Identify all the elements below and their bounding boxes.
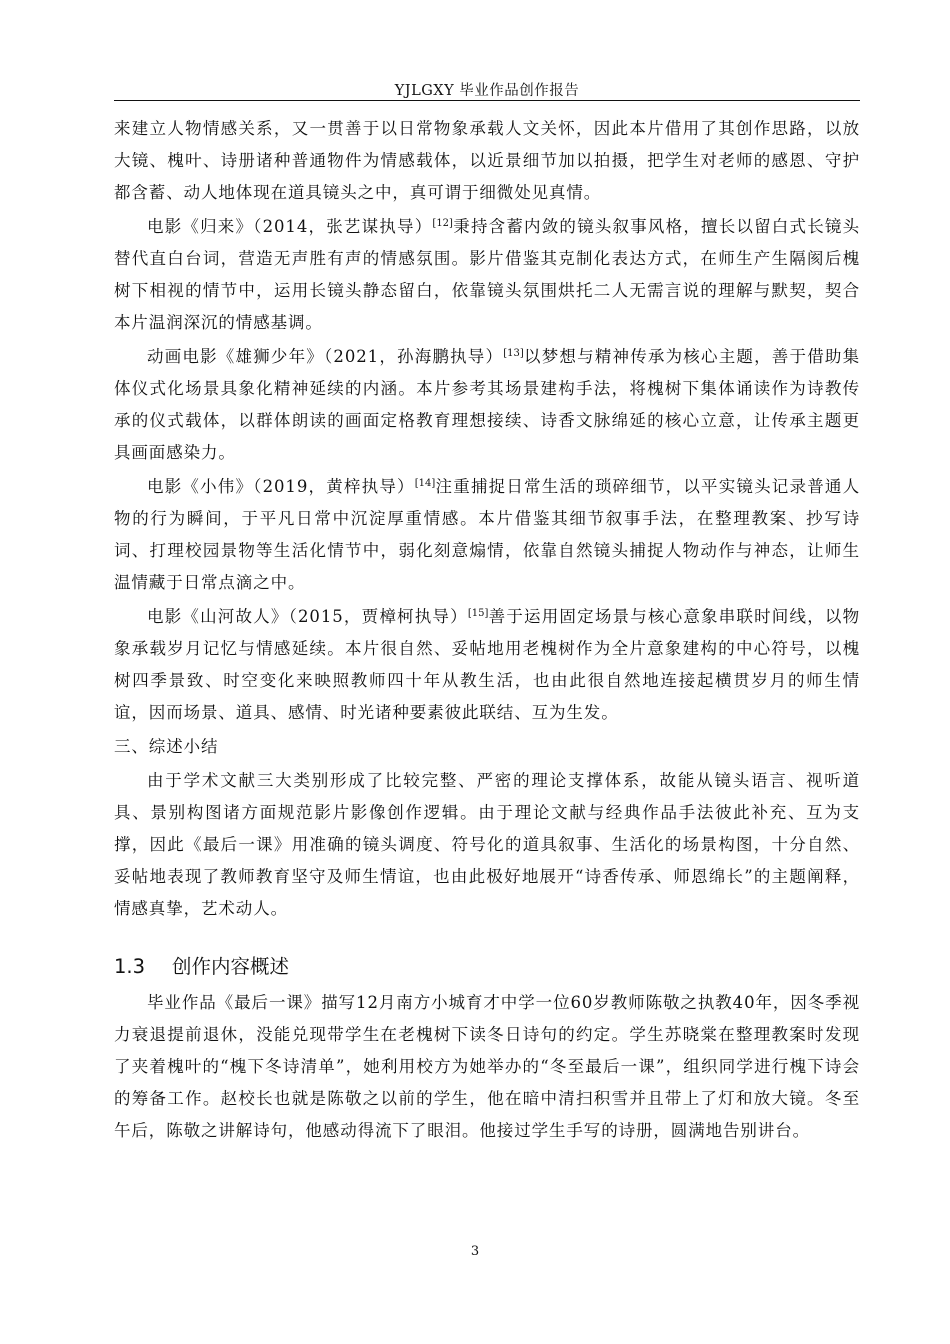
paragraph-text: 秉持含蓄内敛的镜头叙事风格，擅长以留白式长镜头替代直白台词，营造无声胜有声的情感氛围。影片借鉴其克制化表达方式，在师生产生隔阂后槐树下相视的情节中，运用长镜头静态留白，依靠镜头氛围烘托二人无需言说的理解与默契，契合本片温润深沉的情感基调。 bbox=[114, 217, 861, 332]
page-header-title: YJLGXY 毕业作品创作报告 bbox=[394, 83, 580, 99]
paragraph-film-guilai bbox=[114, 211, 860, 339]
section-body-paragraph: 毕业作品《最后一课》描写12月南方小城育才中学一位60岁教师陈敬之执教40年，因冬季视力衰退提前退休，没能兑现带学生在老槐树下读冬日诗句的约定。学生苏晓棠在整理教案时发现了夹着槐叶的“槐下冬诗清单”，她利用校方为她举办的“冬至最后一课”，组织同学进行槐下诗会的筹备工作。赵校长也就是陈敬之以前的学生，他在暗中清扫积雪并且带上了灯和放大镜。冬至午后，陈敬之讲解诗句，他感动得流下了眼泪。他接过学生手写的诗册，圆满地告别讲台。 bbox=[114, 993, 860, 1140]
section-title: 创作内容概述 bbox=[172, 955, 290, 978]
paragraph-text: 动画电影《雄狮少年》（2021，孙海鹏执导） bbox=[147, 347, 504, 366]
section-heading bbox=[114, 953, 860, 981]
paragraph-text: 电影《小伟》（2019，黄梓执导） bbox=[147, 477, 415, 496]
paragraph-film-shanhe bbox=[114, 601, 860, 729]
summary-paragraph: 由于学术文献三大类别形成了比较完整、严密的理论支撑体系，故能从镜头语言、视听道具、景别构图诸方面规范影片影像创作逻辑。由于理论文献与经典作品手法彼此补充、互为支撑，因此《最后一课》用准确的镜头调度、符号化的道具叙事、生活化的场景构图，十分自然、妥帖地表现了教师教育坚守及师生情谊，也由此极好地展开“诗香传承、师恩绵长”的主题阐释，情感真挚，艺术动人。 bbox=[114, 771, 860, 918]
paragraph-text: 电影《山河故人》（2015，贾樟柯执导） bbox=[147, 607, 468, 626]
paragraph-text: 善于运用固定场景与核心意象串联时间线，以物象承载岁月记忆与情感延续。本片很自然、妥帖地用老槐树作为全片意象建构的中心符号，以槐树四季景致、时空变化来映照教师四十年从教生活，也由此很自然地连接起横贯岁月的师生情谊，因而场景、道具、感情、时光诸种要素彼此联结、互为生发。 bbox=[114, 607, 860, 722]
citation-ref: [14] bbox=[414, 478, 436, 489]
paragraph-continued: 来建立人物情感关系，又一贯善于以日常物象承载人文关怀，因此本片借用了其创作思路，以放大镜、槐叶、诗册诸种普通物件为情感载体，以近景细节加以拍摄，把学生对老师的感恩、守护都含蓄、动人地体现在道具镜头之中，真可谓于细微处见真情。 bbox=[114, 119, 860, 202]
citation-ref: [13] bbox=[503, 348, 524, 359]
subheading: 三、综述小结 bbox=[114, 737, 219, 756]
paragraph-text: 以梦想与精神传承为核心主题，善于借助集体仪式化场景具象化精神延续的内涵。本片参考其场景建构手法，将槐树下集体诵读作为诗教传承的仪式载体，以群体朗读的画面定格教育理想接续、诗香文脉绵延的核心立意，让传承主题更具画面感染力。 bbox=[114, 347, 860, 462]
paragraph-text: 电影《归来》（2014，张艺谋执导） bbox=[147, 217, 433, 236]
section-number: 1.3 bbox=[114, 955, 146, 978]
citation-ref: [12] bbox=[432, 218, 453, 229]
citation-ref: [15] bbox=[467, 608, 489, 619]
paragraph-film-xiongshi bbox=[114, 341, 860, 469]
header-rule bbox=[114, 100, 860, 101]
document-body bbox=[114, 113, 860, 1149]
page-number: 3 bbox=[470, 1244, 480, 1259]
paragraph-text: 注重捕捉日常生活的琐碎细节，以平实镜头记录普通人物的行为瞬间，于平凡日常中沉淀厚重情感。本片借鉴其细节叙事手法，在整理教案、抄写诗词、打理校园景物等生活化情节中，弱化刻意煽情，依靠自然镜头捕捉人物动作与神态，让师生温情藏于日常点滴之中。 bbox=[114, 477, 860, 592]
paragraph-film-xiaowei bbox=[114, 471, 860, 599]
